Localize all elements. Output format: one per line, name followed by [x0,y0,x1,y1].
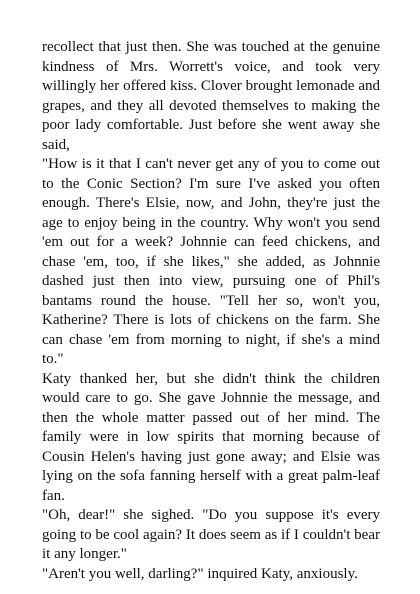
paragraph-2: "How is it that I can't never get any of you to come out to the Conic Section? I'm sure I've asked you often enough. There's Elsie, now, and John, they're just the age to enjoy being in the country. Why won't you send 'em out for a week? Johnnie can feed chickens, and chase 'em, too, if she likes," she added, as Johnnie dashed just then into view, pursuing one of Phil's bantams round the house. "Tell her so, won't you, Katherine? There is lots of chickens on the farm. She can chase 'em from morning to night, if she's a mind to." [42,156,380,367]
paragraph-1: recollect that just then. She was touched at the genuine kindness of Mrs. Worrett's voice, and took very willingly her offered kiss. Clover brought lemonade and grapes, and they all devoted themselves to making the poor lady comfortable. Just before she went away she said, [42,39,380,153]
book-page-text [42,38,380,584]
paragraph-5: "Aren't you well, darling?" inquired Katy, anxiously. [42,565,358,582]
paragraph-4: "Oh, dear!" she sighed. "Do you suppose it's every going to be cool again? It does seem as if I couldn't bear it any longer." [42,507,380,562]
paragraph-3: Katy thanked her, but she didn't think the children would care to go. She gave Johnnie the message, and then the whole matter passed out of her mind. The family were in low spirits that morning because of Cousin Helen's having just gone away; and Elsie was lying on the sofa fanning herself with a great palm-leaf fan. [42,370,380,504]
